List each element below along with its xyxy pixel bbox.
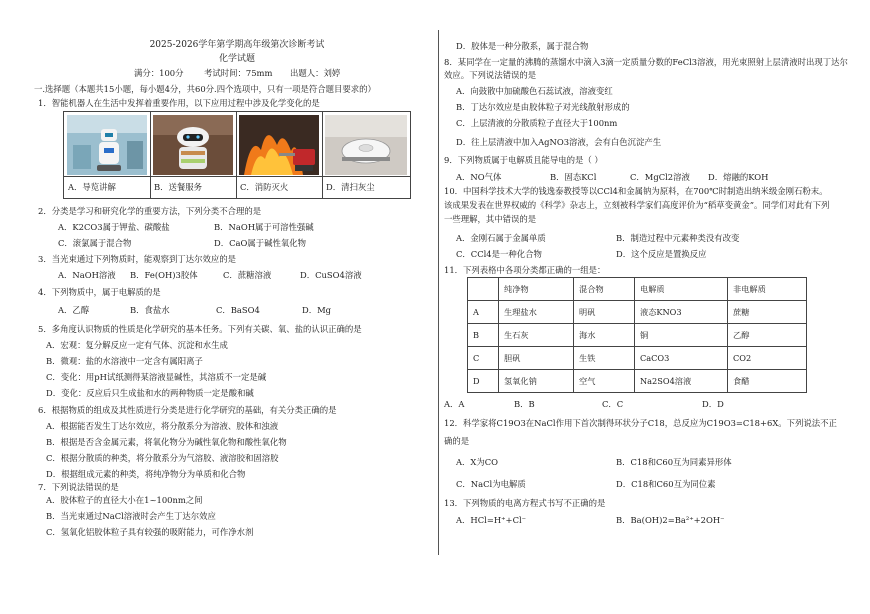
exam-subtitle: 化学试题 (218, 54, 255, 64)
q3-stem: 3．当光束通过下列物质时，能观察到丁达尔效应的是 (38, 254, 236, 264)
table-cell: CO2 (728, 347, 807, 370)
q7-option-a: A．胶体粒子的直径大小在1~100nm之间 (46, 495, 203, 505)
table-cell: 铜 (635, 324, 728, 347)
q4-option-b: B．食盐水 (130, 305, 170, 315)
table-cell: C (468, 347, 499, 370)
q11-stem: 11．下列表格中各项分类都正确的一组是： (444, 265, 606, 275)
table-cell: 海水 (574, 324, 635, 347)
q3-option-a: A．NaOH溶液 (58, 270, 116, 280)
table-cell: D (468, 370, 499, 393)
table-cell: 胆矾 (499, 347, 574, 370)
section-heading: 一.选择题（本题共15小题，每小题4分，共60分.四个选项中，只有一项是符合题目要求的） (34, 84, 376, 94)
table-cell: 乙醇 (728, 324, 807, 347)
table-row (468, 301, 807, 324)
q2-option-a: A．K2CO3属于钾盐、碳酸盐 (58, 222, 170, 232)
q11-option-b: B．B (514, 399, 535, 409)
q7-option-b: B．当光束通过NaCl溶液时会产生丁达尔效应 (46, 511, 216, 521)
q7-stem: 7．下列说法错误的是 (38, 482, 119, 492)
q2-option-d: D．CaO属于碱性氧化物 (214, 238, 306, 248)
q6-option-d: D．根据组成元素的种类，将纯净物分为单质和化合物 (46, 469, 246, 479)
q3-option-b: B．Fe(OH)3胶体 (130, 270, 198, 280)
table-cell: 生铁 (574, 347, 635, 370)
exam-time: 考试时间：75mm (204, 68, 273, 78)
q1-caption-d: D．清扫灰尘 (322, 176, 410, 198)
q2-option-c: C．滚氯属于混合物 (58, 238, 132, 248)
q10-option-c: C．CCl4是一种化合物 (456, 249, 542, 259)
q1-option-c (236, 112, 323, 198)
q2-stem: 2．分类是学习和研究化学的重要方法，下列分类不合理的是 (38, 206, 262, 216)
column-divider (438, 30, 439, 555)
q13-option-b: B．Ba(OH)2=Ba²⁺+2OH⁻ (616, 515, 725, 525)
q8-stem: 8．某同学在一定量的沸腾的蒸馏水中滴入3滴一定质量分数的FeCl3溶液，用光束照射上层清液时出现丁达尔 (444, 57, 848, 67)
q4-option-d: D．Mg (302, 305, 332, 315)
q9-option-a: A．NO气体 (456, 172, 502, 182)
q5-option-d: D．变化：反应后只生成盐和水的两种物质一定是酸和碱 (46, 388, 254, 398)
q12-option-d: D．C18和C60互为同位素 (616, 479, 716, 489)
q9-option-d: D．熔融的KOH (708, 172, 769, 182)
table-cell: 生石灰 (499, 324, 574, 347)
table-cell: 生理盐水 (499, 301, 574, 324)
q10-option-d: D．这个反应是置换反应 (616, 249, 707, 259)
exam-author: 出题人：刘婷 (290, 68, 341, 78)
table-cell: 氢氧化钠 (499, 370, 574, 393)
q1-caption-b: B．送餐服务 (150, 176, 236, 198)
table-row (468, 324, 807, 347)
q1-option-a (64, 112, 151, 198)
q3-option-c: C．蔗糖溶液 (223, 270, 272, 280)
q11-classification-table (467, 277, 807, 393)
q12-option-b: B．C18和C60互为同素异形体 (616, 457, 732, 467)
q12-option-c: C．NaCl为电解质 (456, 479, 526, 489)
table-header-cell: 混合物 (574, 278, 635, 301)
table-cell: 明矾 (574, 301, 635, 324)
q4-stem: 4．下列物质中，属于电解质的是 (38, 287, 161, 297)
q1-caption-a: A．导览讲解 (64, 176, 150, 198)
exam-score: 满分：100分 (134, 68, 184, 78)
q6-option-a: A．根据能否发生丁达尔效应，将分散系分为溶液、胶体和浊液 (46, 421, 279, 431)
table-cell: 蔗糖 (728, 301, 807, 324)
table-header-cell: 非电解质 (728, 278, 807, 301)
q1-image-strip (63, 111, 411, 199)
q8-option-c: C．上层清液的分散质粒子直径大于100nm (456, 118, 618, 128)
robot-firefighting-image (239, 115, 319, 175)
q11-option-a: A．A (444, 399, 465, 409)
q5-option-c: C．变化：用pH试纸测得某溶液显碱性，其溶质不一定是碱 (46, 372, 267, 382)
q1-caption-c: C．消防灭火 (236, 176, 322, 198)
q10-line-3: 一些理解，其中错误的是 (444, 214, 537, 224)
q1-option-b (150, 112, 237, 198)
q11-option-c: C．C (602, 399, 624, 409)
q11-option-d: D．D (702, 399, 724, 409)
table-header-cell (468, 278, 499, 301)
q12-option-a: A．X为CO (456, 457, 499, 467)
table-cell: CaCO3 (635, 347, 728, 370)
table-cell: 食醋 (728, 370, 807, 393)
table-row (468, 370, 807, 393)
table-header-row (468, 278, 807, 301)
q10-line-1: 10．中国科学技术大学的钱逸泰教授等以CCl4和金属钠为原料，在700℃时制造出纳米级金刚石粉末。 (444, 186, 828, 196)
table-row (468, 347, 807, 370)
q9-stem: 9．下列物质属于电解质且能导电的是（ ） (444, 155, 603, 165)
table-cell: B (468, 324, 499, 347)
robot-vacuum-image (325, 115, 407, 175)
q3-option-d: D．CuSO4溶液 (300, 270, 362, 280)
q6-option-c: C．根据分散质的种类，将分散系分为气溶胶、液溶胶和固溶胶 (46, 453, 279, 463)
q9-option-b: B．固态KCl (550, 172, 597, 182)
q12-stem: 12．科学家将C19O3在NaCl作用下首次制得环状分子C18，总反应为C19O3=C18+6X。下列说法不正 (444, 418, 837, 428)
robot-guide-image (67, 115, 147, 175)
table-cell: 液态KNO3 (635, 301, 728, 324)
q1-stem: 1．智能机器人在生活中发挥着重要作用，以下应用过程中涉及化学变化的是 (38, 98, 320, 108)
q8-option-b: B．丁达尔效应是由胶体粒子对光线散射形成的 (456, 102, 630, 112)
q6-option-b: B．根据是否含金属元素，将氧化物分为碱性氧化物和酸性氧化物 (46, 437, 287, 447)
q8-option-a: A．向鼓散中加硫酸色石蕊试液，溶液变红 (456, 86, 613, 96)
q13-option-a: A．HCl=H⁺+Cl⁻ (456, 515, 527, 525)
q2-option-b: B．NaOH属于可溶性强碱 (214, 222, 314, 232)
q12-stem-cont: 确的是 (444, 436, 470, 446)
q4-option-a: A．乙醇 (58, 305, 90, 315)
q10-line-2: 该成果发表在世界权威的《科学》杂志上，立刻被科学家们高度评价为“稻草变黄金”。同学们对此有下列 (444, 200, 830, 210)
q6-stem: 6．根据物质的组成及其性质进行分类是进行化学研究的基础，有关分类正确的是 (38, 405, 337, 415)
q13-stem: 13．下列物质的电离方程式书写不正确的是 (444, 498, 606, 508)
q4-option-c: C．BaSO4 (216, 305, 260, 315)
table-cell: 空气 (574, 370, 635, 393)
q8-option-d: D．往上层清液中加入AgNO3溶液，会有白色沉淀产生 (456, 137, 662, 147)
q5-option-a: A．宏观：复分解反应一定有气体、沉淀和水生成 (46, 340, 228, 350)
q7-option-c: C．氢氧化铝胶体粒子具有较强的吸附能力，可作净水剂 (46, 527, 254, 537)
q10-option-b: B．制造过程中元素种类没有改变 (616, 233, 740, 243)
q10-option-a: A．金刚石属于金属单质 (456, 233, 546, 243)
q5-option-b: B．微观：盐的水溶液中一定含有属阳离子 (46, 356, 203, 366)
table-cell: A (468, 301, 499, 324)
table-cell: Na2SO4溶液 (635, 370, 728, 393)
q8-stem-cont: 效应。下列说法错误的是 (444, 70, 537, 80)
table-header-cell: 电解质 (635, 278, 728, 301)
q7-option-d: D．胶体是一种分散系，属于混合物 (456, 41, 589, 51)
exam-title: 2025-2026学年第学期高年级第次诊断考试 (149, 40, 325, 50)
table-header-cell: 纯净物 (499, 278, 574, 301)
q1-option-d (322, 112, 410, 198)
q9-option-c: C．MgCl2溶液 (630, 172, 690, 182)
q5-stem: 5．多角度认识物质的性质是化学研究的基本任务。下列有关碳、氧、盐的认识正确的是 (38, 324, 362, 334)
robot-delivery-image (153, 115, 233, 175)
